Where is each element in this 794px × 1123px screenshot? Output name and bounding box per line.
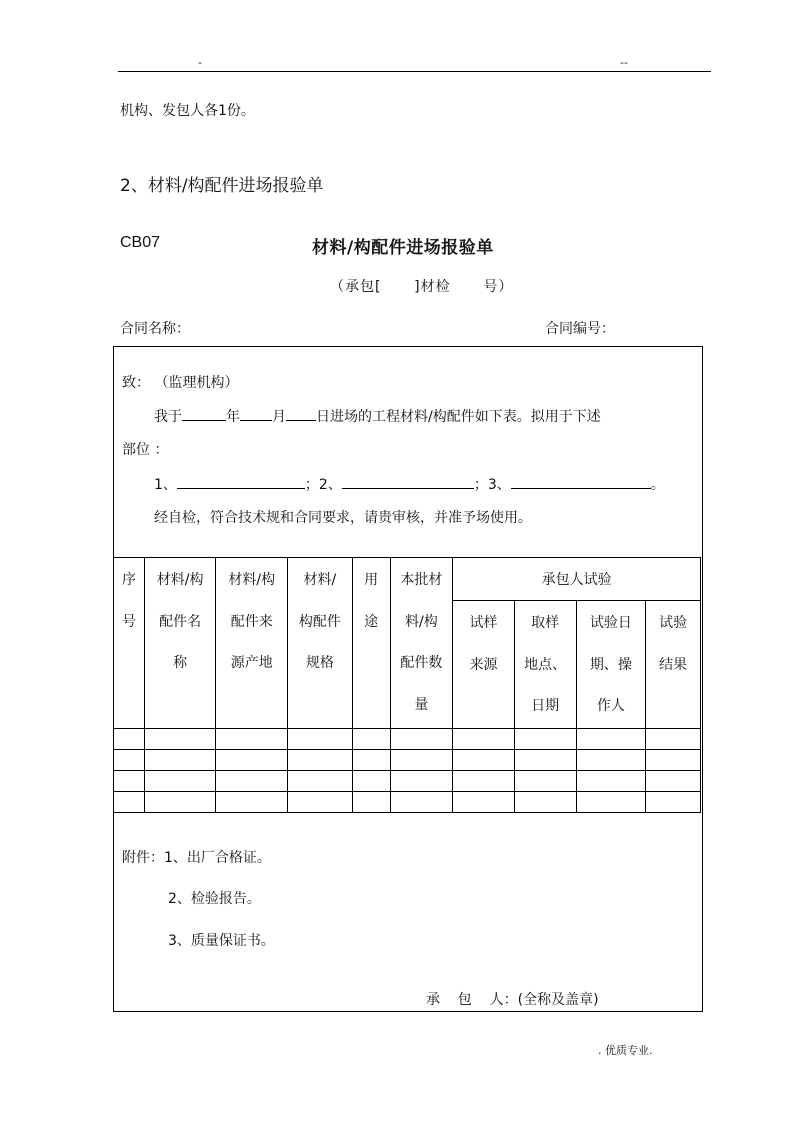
form-number-line: （承包[ ]材检 号）	[330, 279, 514, 295]
th-spec	[288, 558, 353, 729]
month-text: 月	[272, 409, 286, 425]
table-cell[interactable]	[288, 791, 353, 812]
year-blank[interactable]	[182, 406, 226, 421]
th-test-result-line: 结果	[659, 656, 688, 673]
form-code: CB07	[120, 234, 161, 251]
table-cell[interactable]	[390, 791, 453, 812]
th-spec-line: 规格	[305, 655, 334, 671]
item1-blank[interactable]	[177, 474, 305, 489]
th-origin-line: 源产地	[230, 655, 273, 671]
table-cell[interactable]	[646, 770, 701, 791]
table-cell[interactable]	[453, 791, 515, 812]
th-sampling-location-line: 取样	[531, 615, 560, 631]
table-row	[114, 749, 701, 770]
th-sampling-location	[514, 601, 576, 729]
item3-label: ；3、	[473, 477, 511, 493]
table-cell[interactable]	[453, 749, 515, 770]
table-cell[interactable]	[646, 728, 701, 749]
th-material-name-line: 称	[173, 655, 188, 671]
table-cell[interactable]	[576, 791, 646, 812]
th-sampling-location-line: 日期	[531, 698, 560, 714]
th-sample-source	[453, 601, 515, 729]
form-title: 材料/构配件进场报验单	[312, 238, 494, 258]
table-cell[interactable]	[352, 728, 390, 749]
attachment-item-3: 3、质量保证书。	[168, 933, 275, 949]
contractor-signature-line: 承 包 人：(全称及盖章)	[426, 992, 599, 1008]
th-quantity-line: 本批材	[400, 572, 443, 588]
contract-name-label: 合同名称：	[120, 321, 190, 337]
th-sampling-location-line: 地点、	[524, 656, 567, 673]
table-row	[114, 770, 701, 791]
materials-table	[113, 557, 701, 813]
item1-label: 1、	[154, 477, 177, 493]
table-cell[interactable]	[352, 791, 390, 812]
th-test-date-line: 试验日	[589, 615, 632, 631]
table-cell[interactable]	[216, 728, 288, 749]
table-cell[interactable]	[288, 728, 353, 749]
year-text: 年	[226, 409, 240, 425]
table-cell[interactable]	[144, 728, 216, 749]
intro-text: 机构、发包人各1份。	[120, 103, 255, 119]
th-use-line: 用	[364, 572, 379, 588]
arrival-sentence	[154, 406, 601, 426]
table-cell[interactable]	[144, 749, 216, 770]
table-cell[interactable]	[114, 749, 145, 770]
table-cell[interactable]	[390, 728, 453, 749]
th-test-result	[646, 601, 701, 729]
th-test-date-line: 作人	[596, 698, 625, 714]
report-form	[113, 346, 703, 1012]
table-cell[interactable]	[453, 728, 515, 749]
th-quantity-line: 配件数	[400, 655, 443, 671]
table-cell[interactable]	[352, 770, 390, 791]
table-cell[interactable]	[352, 749, 390, 770]
table-cell[interactable]	[114, 791, 145, 812]
table-cell[interactable]	[514, 749, 576, 770]
th-origin	[216, 558, 288, 729]
th-quantity-line: 料/构	[404, 613, 438, 630]
location-label: 部位 ：	[122, 442, 169, 458]
header-left-mark: -	[198, 56, 202, 69]
th-origin-line: 配件来	[230, 613, 273, 630]
th-serial	[114, 558, 145, 729]
table-cell[interactable]	[576, 770, 646, 791]
th-material-name-line: 配件名	[159, 613, 202, 630]
th-test-date-line: 期、操	[589, 656, 632, 673]
footer-note: . 优质专业.	[598, 1044, 653, 1057]
th-contractor-test-group: 承包人试验	[453, 558, 701, 601]
table-cell[interactable]	[390, 770, 453, 791]
th-spec-line: 材料/	[303, 572, 337, 588]
th-use	[352, 558, 390, 729]
month-blank[interactable]	[240, 406, 272, 421]
th-test-date	[576, 601, 646, 729]
table-cell[interactable]	[114, 728, 145, 749]
table-cell[interactable]	[576, 728, 646, 749]
table-cell[interactable]	[453, 770, 515, 791]
attachments-label: 附件：1、出厂合格证。	[122, 850, 271, 866]
th-serial-line: 号	[121, 613, 136, 630]
table-cell[interactable]	[514, 791, 576, 812]
th-quantity	[390, 558, 453, 729]
table-cell[interactable]	[514, 770, 576, 791]
table-row	[114, 728, 701, 749]
th-material-name-line: 材料/构	[156, 572, 204, 588]
contract-no-label: 合同编号：	[545, 321, 615, 337]
item2-blank[interactable]	[342, 474, 474, 489]
th-spec-line: 构配件	[298, 613, 341, 630]
th-material-name	[144, 558, 216, 729]
section-title: 2、材料/构配件进场报验单	[120, 176, 324, 196]
item2-label: ；2、	[304, 477, 342, 493]
th-test-result-line: 试验	[659, 615, 688, 631]
th-sample-source-line: 来源	[469, 656, 498, 673]
table-cell[interactable]	[576, 749, 646, 770]
table-cell[interactable]	[288, 770, 353, 791]
table-cell[interactable]	[216, 749, 288, 770]
items-end: 。	[650, 477, 665, 493]
th-quantity-line: 量	[414, 696, 429, 713]
attachment-item-2: 2、检验报告。	[168, 891, 261, 907]
table-cell[interactable]	[288, 749, 353, 770]
addressee-line: 致： （监理机构）	[122, 375, 239, 391]
day-blank[interactable]	[286, 406, 316, 421]
we-text: 我于	[154, 409, 182, 425]
header-rule	[118, 71, 711, 72]
th-origin-line: 材料/构	[228, 572, 276, 588]
table-cell[interactable]	[144, 770, 216, 791]
arrival-rest-text: 日进场的工程材料/构配件如下表。拟用于下述	[316, 409, 601, 425]
table-cell[interactable]	[390, 749, 453, 770]
table-cell[interactable]	[216, 791, 288, 812]
table-cell[interactable]	[114, 770, 145, 791]
location-items-line	[154, 474, 665, 494]
th-serial-line: 序	[121, 572, 136, 588]
table-cell[interactable]	[216, 770, 288, 791]
th-use-line: 途	[364, 613, 379, 630]
self-check-statement: 经自检，符合技术规和合同要求，请贵审核，并准予场使用。	[154, 510, 532, 526]
item3-blank[interactable]	[511, 474, 651, 489]
table-cell[interactable]	[514, 728, 576, 749]
table-row	[114, 791, 701, 812]
table-cell[interactable]	[646, 749, 701, 770]
th-sample-source-line: 试样	[469, 615, 498, 631]
table-cell[interactable]	[144, 791, 216, 812]
header-right-mark: --	[620, 56, 628, 69]
table-cell[interactable]	[646, 791, 701, 812]
